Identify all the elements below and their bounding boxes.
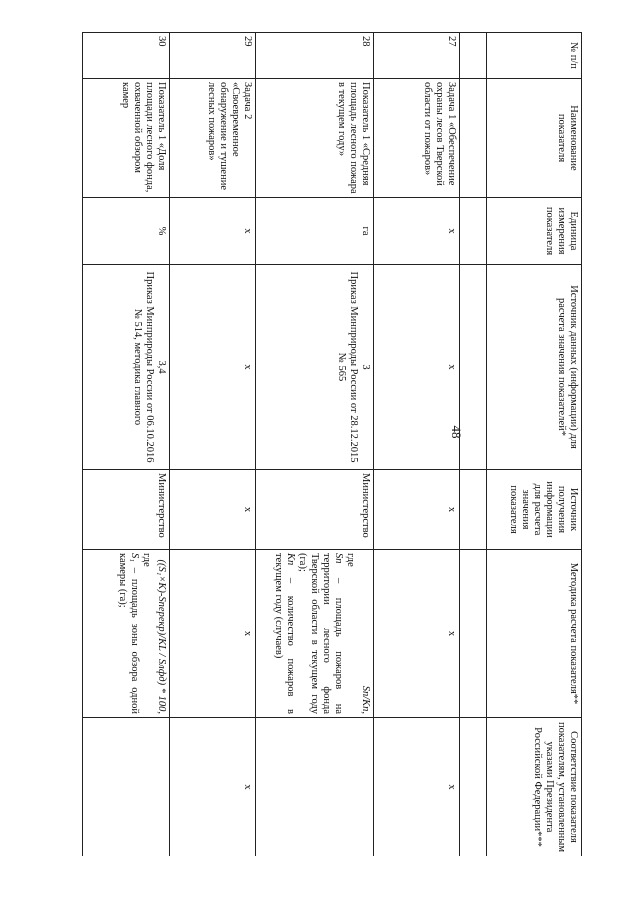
- row-info: х: [170, 470, 256, 550]
- row-decree: х: [170, 718, 256, 857]
- row-source: х: [374, 265, 460, 470]
- method-var-k-text: – количество пожаров в текущем году (случаев): [272, 553, 296, 714]
- row-unit: х: [170, 198, 256, 265]
- method-where: где: [140, 553, 152, 567]
- spacer-cell: [460, 33, 487, 79]
- method-formula: Sп/Kп,: [360, 685, 371, 714]
- row-source-code: 3: [360, 364, 371, 370]
- method-var-s-text: – площадь зоны обзора одной камеры (га);: [116, 553, 140, 714]
- method-var-k: Kп: [284, 553, 296, 566]
- row-name: Задача 2 «Своевременное обнаружение и тушение лесных пожаров»: [170, 79, 256, 198]
- row-decree: [83, 718, 170, 857]
- row-decree: [256, 718, 374, 857]
- row-decree: х: [374, 718, 460, 857]
- row-method-cell: [256, 550, 374, 718]
- row-name: Показатель 1 «Средняя площадь лесного пожара в текущем году»: [256, 79, 374, 198]
- table-row: [83, 33, 170, 857]
- row-source: х: [170, 265, 256, 470]
- table-container: [82, 32, 582, 856]
- row-num: 29: [170, 33, 256, 79]
- row-method-cell: [83, 550, 170, 718]
- table-spacer-row: [460, 33, 487, 857]
- method-formula: ((S₁×K)-Sперекр)/KL / Sлфд) * 100,: [156, 559, 167, 714]
- header-info: Источник получения информации для расчета значения показателя: [487, 470, 582, 550]
- row-num: 30: [83, 33, 170, 79]
- spacer-cell: [460, 79, 487, 198]
- table-row: [256, 33, 374, 857]
- header-source: Источник данных (информации) для расчета значения показателей*: [487, 265, 582, 470]
- indicators-table: [82, 32, 582, 856]
- row-unit: %: [83, 198, 170, 265]
- row-source-code: 3,4: [156, 360, 167, 374]
- method-var-s: S₁: [128, 553, 140, 562]
- row-source: Приказ Минприроды России от 06.10.2016 № 514, методика главного: [131, 271, 155, 463]
- table-row: [374, 33, 460, 857]
- header-decree: Соответствие показателя показателям, установленным указами Президента Российской Федерации***: [487, 718, 582, 857]
- method-where: где: [344, 553, 356, 567]
- row-unit: га: [256, 198, 374, 265]
- spacer-cell: [460, 265, 487, 470]
- row-name: Показатель 1 «Доля площади лесного фонда, охваченной обзором камер: [83, 79, 170, 198]
- row-info: Министерство: [256, 470, 374, 550]
- row-num: 27: [374, 33, 460, 79]
- header-name: Наименование показателя: [487, 79, 582, 198]
- row-num: 28: [256, 33, 374, 79]
- spacer-cell: [460, 198, 487, 265]
- rotated-table-frame: [82, 32, 582, 856]
- row-info: Министерство: [83, 470, 170, 550]
- method-var-s: Sп: [332, 553, 344, 564]
- row-source-cell: [83, 265, 170, 470]
- row-unit: х: [374, 198, 460, 265]
- table-row: [170, 33, 256, 857]
- row-source-cell: [256, 265, 374, 470]
- header-num: № п/п: [487, 33, 582, 79]
- header-method: Методика расчета показателя**: [487, 550, 582, 718]
- row-name: Задача 1 «Обеспечение охраны лесов Тверской области от пожаров»: [374, 79, 460, 198]
- spacer-cell: [460, 470, 487, 550]
- page-number: 48: [449, 425, 464, 439]
- spacer-cell: [460, 718, 487, 857]
- method-var-s-text: – площадь пожаров на территории лесного фонда Тверской области в текущем году (га);: [296, 553, 344, 714]
- spacer-cell: [460, 550, 487, 718]
- header-unit: Единица измерения показателя: [487, 198, 582, 265]
- row-method: х: [374, 550, 460, 718]
- row-method: х: [170, 550, 256, 718]
- table-header-row: [487, 33, 582, 857]
- row-info: х: [374, 470, 460, 550]
- row-source: Приказ Минприроды России от 28.12.2015 № 565: [335, 271, 359, 463]
